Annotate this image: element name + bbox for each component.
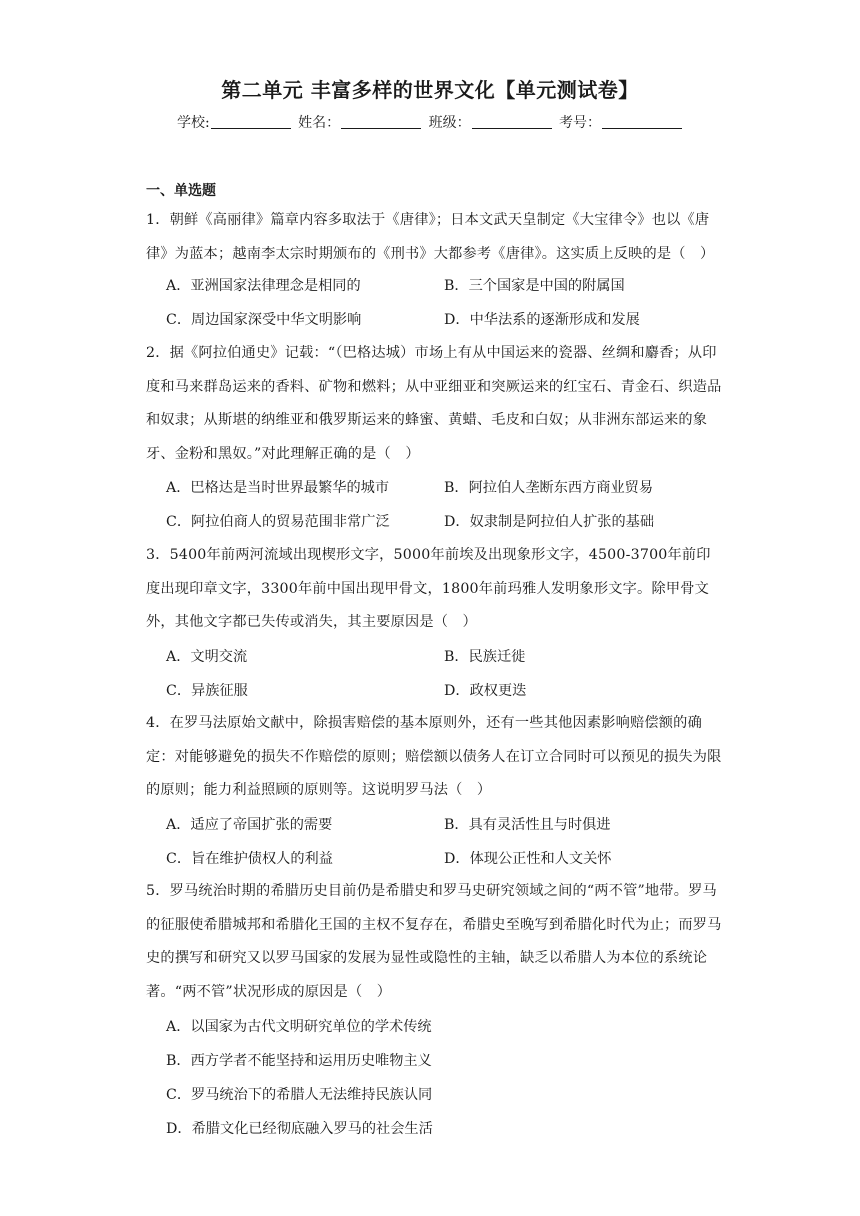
question-5-option-b[interactable]: B．西方学者不能坚持和运用历史唯物主义 [166,1053,432,1069]
question-4-text: 4．在罗马法原始文献中，除损害赔偿的基本原则外，还有一些其他因素影响赔偿额的确定：对能够避免的损失不作赔偿的原则；赔偿额以债务人在订立合同时可以预见的损失为限的原则；能力利益照顾的原则等。这说明罗马法（ ） [146,715,722,798]
question-4-option-b[interactable]: B．具有灵活性且与时俱进 [444,817,611,833]
class-label: 班级： [428,115,471,131]
exam-number-blank[interactable] [602,114,682,129]
question-2-text: 2．据《阿拉伯通史》记载：“（巴格达城）市场上有从中国运来的瓷器、丝绸和麝香；从印度和马来群岛运来的香料、矿物和燃料；从中亚细亚和突厥运来的红宝石、青金石、织造品和奴隶；从斯堪的纳维亚和俄罗斯运来的蜂蜜、黄蜡、毛皮和白奴；从非洲东部运来的象牙、金粉和黑奴。”对此理解正确的是（ ） [146,345,722,462]
question-2-option-c[interactable]: C．阿拉伯商人的贸易范围非常广泛 [166,514,390,530]
question-5-option-c[interactable]: C．罗马统治下的希腊人无法维持民族认同 [166,1087,433,1103]
question-4-option-c[interactable]: C．旨在维护债权人的利益 [166,851,333,867]
question-5-option-d[interactable]: D．希腊文化已经彻底融入罗马的社会生活 [166,1121,433,1137]
question-5-option-a[interactable]: A．以国家为古代文明研究单位的学术传统 [166,1019,432,1035]
school-label: 学校: [176,115,210,131]
question-1-option-b[interactable]: B．三个国家是中国的附属国 [444,278,625,294]
question-1-option-d[interactable]: D．中华法系的逐渐形成和发展 [444,312,640,328]
name-label: 姓名： [298,115,341,131]
page-title: 第二单元 丰富多样的世界文化【单元测试卷】 [221,78,639,102]
question-1-text: 1．朝鲜《高丽律》篇章内容多取法于《唐律》；日本文武天皇制定《大宝律令》也以《唐律》为蓝本；越南李太宗时期颁布的《刑书》大都参考《唐律》。这实质上反映的是（ ） [146,212,715,262]
question-4-option-d[interactable]: D．体现公正性和人文关怀 [444,851,612,867]
question-3-option-a[interactable]: A．文明交流 [166,649,248,665]
exam-number-label: 考号： [559,115,602,131]
question-2-option-a[interactable]: A．巴格达是当时世界最繁华的城市 [166,480,390,496]
question-4-option-a[interactable]: A．适应了帝国扩张的需要 [166,817,333,833]
school-blank[interactable] [211,114,291,129]
student-info-line [0,112,860,132]
question-1-option-c[interactable]: C．周边国家深受中华文明影响 [166,312,362,328]
question-3-option-b[interactable]: B．民族迁徙 [444,649,526,665]
question-1-option-a[interactable]: A．亚洲国家法律理念是相同的 [166,278,361,294]
question-3-text: 3．5400年前两河流域出现楔形文字，5000年前埃及出现象形文字，4500-3700年前印度出现印章文字，3300年前中国出现甲骨文，1800年前玛雅人发明象形文字。除甲骨文外，其他文字都已失传或消失，其主要原因是（ ） [146,547,711,630]
question-5-text: 5．罗马统治时期的希腊历史目前仍是希腊史和罗马史研究领域之间的“两不管”地带。罗马的征服使希腊城邦和希腊化王国的主权不复存在，希腊史至晚写到希腊化时代为止；而罗马史的撰写和研究又以罗马国家的发展为显性或隐性的主轴，缺乏以希腊人为本位的系统论著。“两不管”状况形成的原因是（ ） [146,883,722,1000]
question-2-option-b[interactable]: B．阿拉伯人垄断东西方商业贸易 [444,480,654,496]
name-blank[interactable] [341,114,421,129]
class-blank[interactable] [472,114,552,129]
question-2-option-d[interactable]: D．奴隶制是阿拉伯人扩张的基础 [444,514,655,530]
question-3-option-c[interactable]: C．异族征服 [166,683,248,699]
section-title: 一、单选题 [146,183,216,199]
question-3-option-d[interactable]: D．政权更迭 [444,683,527,699]
